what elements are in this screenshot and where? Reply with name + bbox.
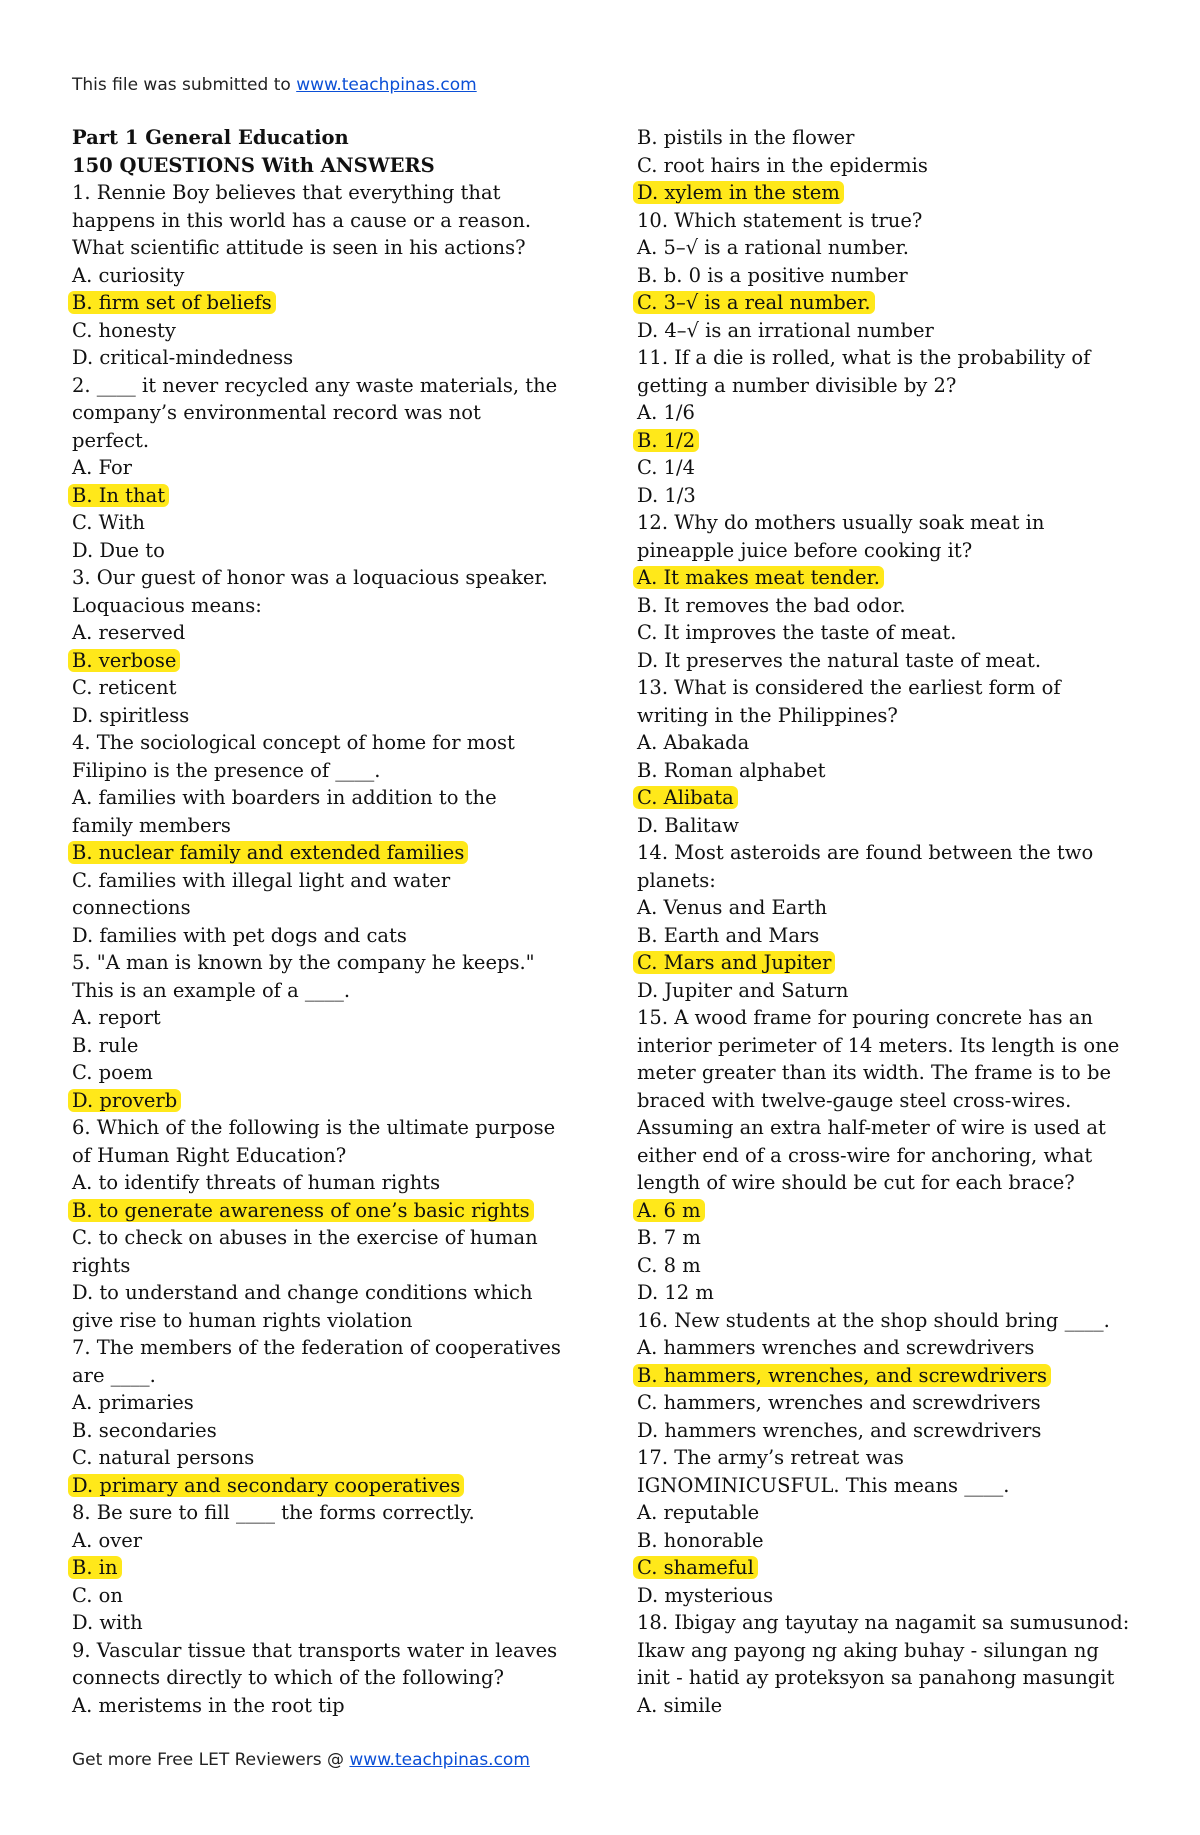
line-text: meter greater than its width. The frame is to be: [637, 1061, 1111, 1084]
text-line: [72, 1004, 592, 1032]
text-line: [72, 179, 592, 207]
line-text: A. meristems in the root tip: [72, 1693, 345, 1717]
line-text: 13. What is considered the earliest form of: [637, 676, 1061, 699]
header-link[interactable]: www.teachpinas.com: [296, 75, 477, 95]
line-text: C. reticent: [72, 676, 177, 699]
text-line: [72, 1142, 592, 1170]
text-line: [72, 784, 592, 812]
line-text: B. honorable: [637, 1528, 764, 1552]
text-line: [637, 1059, 1157, 1087]
line-text: happens in this world has a cause or a reason.: [72, 208, 532, 232]
text-line: [637, 647, 1157, 675]
highlighted-answer: A. It makes meat tender.: [633, 566, 884, 589]
text-line: [72, 1362, 592, 1390]
text-line: [637, 482, 1157, 510]
line-text: A. 5–√ is a rational number.: [637, 236, 909, 259]
text-line: [637, 1472, 1157, 1500]
line-text: 9. Vascular tissue that transports water in leaves: [72, 1638, 558, 1662]
line-text: 150 QUESTIONS With ANSWERS: [72, 153, 435, 177]
line-text: A. report: [72, 1006, 161, 1029]
text-line: [72, 619, 592, 647]
text-line: [637, 537, 1157, 565]
line-text: Assuming an extra half-meter of wire is used at: [637, 1116, 1106, 1139]
line-text: 12. Why do mothers usually soak meat in: [637, 511, 1045, 534]
line-text: Filipino is the presence of ____.: [72, 758, 381, 782]
line-text: A. reserved: [72, 621, 186, 644]
text-line: [72, 1169, 592, 1197]
line-text: D. Balitaw: [637, 813, 739, 837]
text-line: [72, 922, 592, 950]
text-line: [637, 1389, 1157, 1417]
line-text: C. root hairs in the epidermis: [637, 153, 928, 177]
line-text: perfect.: [72, 428, 150, 452]
line-text: D. 12 m: [637, 1281, 714, 1304]
line-text: B. 7 m: [637, 1226, 701, 1249]
text-line: [637, 1609, 1157, 1637]
line-text: are ____.: [72, 1363, 156, 1387]
line-text: 18. Ibigay ang tayutay na nagamit sa sumusunod:: [637, 1611, 1130, 1634]
highlighted-answer: C. shameful: [633, 1556, 758, 1579]
line-text: length of wire should be cut for each brace?: [637, 1171, 1075, 1194]
line-text: What scientific attitude is seen in his actions?: [72, 236, 526, 259]
text-line: [72, 509, 592, 537]
line-text: D. 1/3: [637, 483, 696, 507]
text-line: [637, 1307, 1157, 1335]
line-text: A. primaries: [72, 1391, 194, 1414]
text-line: [637, 867, 1157, 895]
text-line: [637, 1169, 1157, 1197]
text-line: [637, 812, 1157, 840]
line-text: A. For: [72, 456, 133, 479]
line-text: C. 1/4: [637, 456, 696, 479]
text-line: [72, 564, 592, 592]
page-header: [72, 75, 477, 95]
highlighted-answer: D. xylem in the stem: [633, 181, 844, 204]
line-text: A. over: [72, 1528, 143, 1552]
line-text: C. It improves the taste of meat.: [637, 621, 957, 644]
line-text: This is an example of a ____.: [72, 978, 351, 1002]
text-line: [637, 179, 1157, 207]
highlighted-answer: B. nuclear family and extended families: [68, 841, 468, 864]
line-text: D. families with pet dogs and cats: [72, 923, 407, 947]
text-line: [637, 1114, 1157, 1142]
text-line: [72, 647, 592, 675]
text-line: [637, 152, 1157, 180]
text-line: [637, 1142, 1157, 1170]
line-text: init - hatid ay proteksyon sa panahong masungit: [637, 1666, 1115, 1689]
text-line: [637, 509, 1157, 537]
text-line: [637, 1004, 1157, 1032]
text-line: [637, 399, 1157, 427]
text-line: [72, 1692, 592, 1720]
line-text: D. 4–√ is an irrational number: [637, 318, 934, 342]
line-text: B. Earth and Mars: [637, 923, 820, 947]
line-text: A. 1/6: [637, 401, 695, 424]
text-line: [72, 234, 592, 262]
line-text: 4. The sociological concept of home for most: [72, 731, 515, 754]
line-text: IGNOMINICUSFUL. This means ____.: [637, 1473, 1010, 1497]
highlighted-answer: B. in: [68, 1556, 122, 1579]
line-text: B. b. 0 is a positive number: [637, 263, 908, 287]
line-text: writing in the Philippines?: [637, 703, 898, 727]
text-line: [637, 1444, 1157, 1472]
text-line: [637, 1499, 1157, 1527]
line-text: 5. "A man is known by the company he keeps.": [72, 951, 535, 974]
line-text: D. It preserves the natural taste of meat.: [637, 648, 1042, 672]
line-text: 6. Which of the following is the ultimate purpose: [72, 1116, 556, 1139]
text-line: [72, 207, 592, 235]
section-heading: [72, 152, 592, 180]
text-line: [637, 1224, 1157, 1252]
text-line: [637, 1527, 1157, 1555]
text-line: [72, 702, 592, 730]
text-line: [637, 427, 1157, 455]
highlighted-answer: B. hammers, wrenches, and screwdrivers: [633, 1364, 1051, 1387]
text-line: [637, 619, 1157, 647]
text-line: [72, 1417, 592, 1445]
text-line: [72, 1609, 592, 1637]
text-line: [637, 317, 1157, 345]
line-text: A. reputable: [637, 1501, 760, 1524]
text-line: [72, 592, 592, 620]
text-line: [72, 839, 592, 867]
line-text: interior perimeter of 14 meters. Its length is one: [637, 1033, 1120, 1057]
text-line: [72, 1087, 592, 1115]
highlighted-answer: D. proverb: [68, 1089, 181, 1112]
line-text: 1. Rennie Boy believes that everything that: [72, 181, 501, 204]
line-text: family members: [72, 813, 231, 837]
text-line: [72, 1527, 592, 1555]
text-line: [72, 262, 592, 290]
line-text: B. pistils in the flower: [637, 126, 855, 149]
line-text: C. on: [72, 1583, 123, 1607]
text-line: [637, 757, 1157, 785]
text-line: [72, 372, 592, 400]
line-text: C. hammers, wrenches and screwdrivers: [637, 1391, 1041, 1414]
text-line: [637, 1692, 1157, 1720]
line-text: give rise to human rights violation: [72, 1308, 413, 1332]
line-text: D. spiritless: [72, 703, 190, 727]
text-line: [72, 757, 592, 785]
highlighted-answer: B. to generate awareness of one’s basic rights: [68, 1199, 534, 1222]
text-line: [637, 1197, 1157, 1225]
text-line: [72, 1664, 592, 1692]
right-column: [637, 124, 1157, 1719]
line-text: 3. Our guest of honor was a loquacious speaker.: [72, 566, 548, 589]
line-text: of Human Right Education?: [72, 1143, 347, 1167]
footer-text: Get more Free LET Reviewers @: [72, 1750, 350, 1770]
text-line: [72, 867, 592, 895]
text-line: [637, 922, 1157, 950]
text-line: [72, 344, 592, 372]
line-text: D. Due to: [72, 538, 165, 562]
text-line: [72, 1334, 592, 1362]
text-line: [72, 949, 592, 977]
text-line: [72, 1224, 592, 1252]
text-line: [637, 564, 1157, 592]
section-heading: [72, 124, 592, 152]
line-text: A. Abakada: [637, 731, 750, 754]
highlighted-answer: B. 1/2: [633, 429, 699, 452]
line-text: A. Venus and Earth: [637, 896, 828, 919]
line-text: A. hammers wrenches and screwdrivers: [637, 1336, 1035, 1359]
line-text: 2. ____ it never recycled any waste materials, the: [72, 373, 558, 397]
line-text: 8. Be sure to fill ____ the forms correctly.: [72, 1501, 475, 1524]
text-line: [637, 1032, 1157, 1060]
highlighted-answer: C. Alibata: [633, 786, 738, 809]
highlighted-answer: B. In that: [68, 484, 169, 507]
text-line: [637, 1664, 1157, 1692]
line-text: braced with twelve-gauge steel cross-wires.: [637, 1088, 1072, 1112]
text-line: [72, 289, 592, 317]
text-line: [72, 1279, 592, 1307]
text-line: [72, 482, 592, 510]
text-line: [637, 344, 1157, 372]
text-line: [72, 812, 592, 840]
line-text: D. Jupiter and Saturn: [637, 978, 849, 1002]
line-text: Loquacious means:: [72, 593, 262, 617]
text-line: [72, 537, 592, 565]
line-text: A. simile: [637, 1693, 723, 1717]
line-text: C. natural persons: [72, 1446, 255, 1469]
header-text: This file was submitted to: [72, 75, 297, 95]
line-text: D. critical-mindedness: [72, 346, 294, 369]
line-text: C. poem: [72, 1061, 153, 1084]
text-line: [637, 674, 1157, 702]
line-text: C. to check on abuses in the exercise of human: [72, 1226, 538, 1249]
line-text: D. with: [72, 1611, 143, 1634]
text-line: [637, 1252, 1157, 1280]
line-text: B. It removes the bad odor.: [637, 593, 906, 617]
text-line: [72, 1499, 592, 1527]
text-line: [72, 399, 592, 427]
text-line: [72, 1114, 592, 1142]
text-line: [637, 1417, 1157, 1445]
text-line: [637, 124, 1157, 152]
text-line: [72, 1032, 592, 1060]
line-text: 14. Most asteroids are found between the two: [637, 841, 1094, 864]
line-text: Ikaw ang payong ng aking buhay - silungan ng: [637, 1638, 1099, 1662]
text-line: [637, 729, 1157, 757]
line-text: C. families with illegal light and water: [72, 868, 451, 892]
text-line: [637, 1087, 1157, 1115]
text-line: [637, 949, 1157, 977]
line-text: planets:: [637, 868, 716, 892]
line-text: B. rule: [72, 1033, 139, 1057]
text-line: [72, 1637, 592, 1665]
text-line: [72, 1197, 592, 1225]
footer-link[interactable]: www.teachpinas.com: [349, 1750, 530, 1770]
text-line: [637, 1554, 1157, 1582]
line-text: A. to identify threats of human rights: [72, 1171, 441, 1194]
text-line: [637, 702, 1157, 730]
line-text: company’s environmental record was not: [72, 401, 481, 424]
line-text: connects directly to which of the following?: [72, 1666, 504, 1689]
text-line: [72, 729, 592, 757]
highlighted-answer: B. firm set of beliefs: [68, 291, 276, 314]
text-line: [637, 234, 1157, 262]
text-line: [72, 454, 592, 482]
highlighted-answer: C. Mars and Jupiter: [633, 951, 835, 974]
text-line: [72, 427, 592, 455]
text-line: [637, 262, 1157, 290]
highlighted-answer: C. 3–√ is a real number.: [633, 291, 875, 314]
text-line: [72, 1059, 592, 1087]
page-footer: [72, 1750, 530, 1770]
text-line: [637, 1279, 1157, 1307]
text-line: [72, 894, 592, 922]
text-line: [72, 1389, 592, 1417]
line-text: 17. The army’s retreat was: [637, 1446, 904, 1469]
text-line: [72, 1307, 592, 1335]
text-line: [637, 784, 1157, 812]
line-text: connections: [72, 896, 191, 919]
line-text: 15. A wood frame for pouring concrete has an: [637, 1006, 1093, 1029]
line-text: D. hammers wrenches, and screwdrivers: [637, 1418, 1042, 1442]
text-line: [637, 894, 1157, 922]
line-text: C. honesty: [72, 318, 176, 342]
text-line: [72, 1252, 592, 1280]
line-text: B. secondaries: [72, 1418, 217, 1442]
line-text: 10. Which statement is true?: [637, 208, 923, 232]
text-line: [637, 1637, 1157, 1665]
line-text: D. to understand and change conditions which: [72, 1281, 533, 1304]
line-text: A. families with boarders in addition to the: [72, 786, 497, 809]
text-line: [637, 454, 1157, 482]
text-line: [72, 674, 592, 702]
line-text: Part 1 General Education: [72, 126, 349, 149]
highlighted-answer: A. 6 m: [633, 1199, 705, 1222]
text-line: [72, 977, 592, 1005]
text-line: [637, 1582, 1157, 1610]
text-line: [637, 1362, 1157, 1390]
line-text: C. 8 m: [637, 1253, 701, 1277]
text-line: [72, 1444, 592, 1472]
line-text: pineapple juice before cooking it?: [637, 538, 973, 562]
text-line: [637, 839, 1157, 867]
left-column: [72, 124, 592, 1719]
text-line: [637, 289, 1157, 317]
text-line: [637, 207, 1157, 235]
highlighted-answer: D. primary and secondary cooperatives: [68, 1474, 464, 1497]
text-line: [637, 977, 1157, 1005]
text-line: [72, 1582, 592, 1610]
highlighted-answer: B. verbose: [68, 649, 180, 672]
text-line: [72, 1554, 592, 1582]
line-text: 16. New students at the shop should bring ____.: [637, 1308, 1110, 1332]
text-line: [637, 1334, 1157, 1362]
text-line: [72, 1472, 592, 1500]
line-text: A. curiosity: [72, 263, 185, 287]
line-text: 11. If a die is rolled, what is the probability of: [637, 346, 1091, 369]
text-line: [637, 372, 1157, 400]
text-line: [72, 317, 592, 345]
line-text: C. With: [72, 511, 145, 534]
text-line: [637, 592, 1157, 620]
line-text: D. mysterious: [637, 1583, 774, 1607]
line-text: rights: [72, 1253, 131, 1277]
line-text: B. Roman alphabet: [637, 758, 826, 782]
line-text: 7. The members of the federation of cooperatives: [72, 1336, 561, 1359]
line-text: either end of a cross-wire for anchoring, what: [637, 1143, 1093, 1167]
line-text: getting a number divisible by 2?: [637, 373, 957, 397]
